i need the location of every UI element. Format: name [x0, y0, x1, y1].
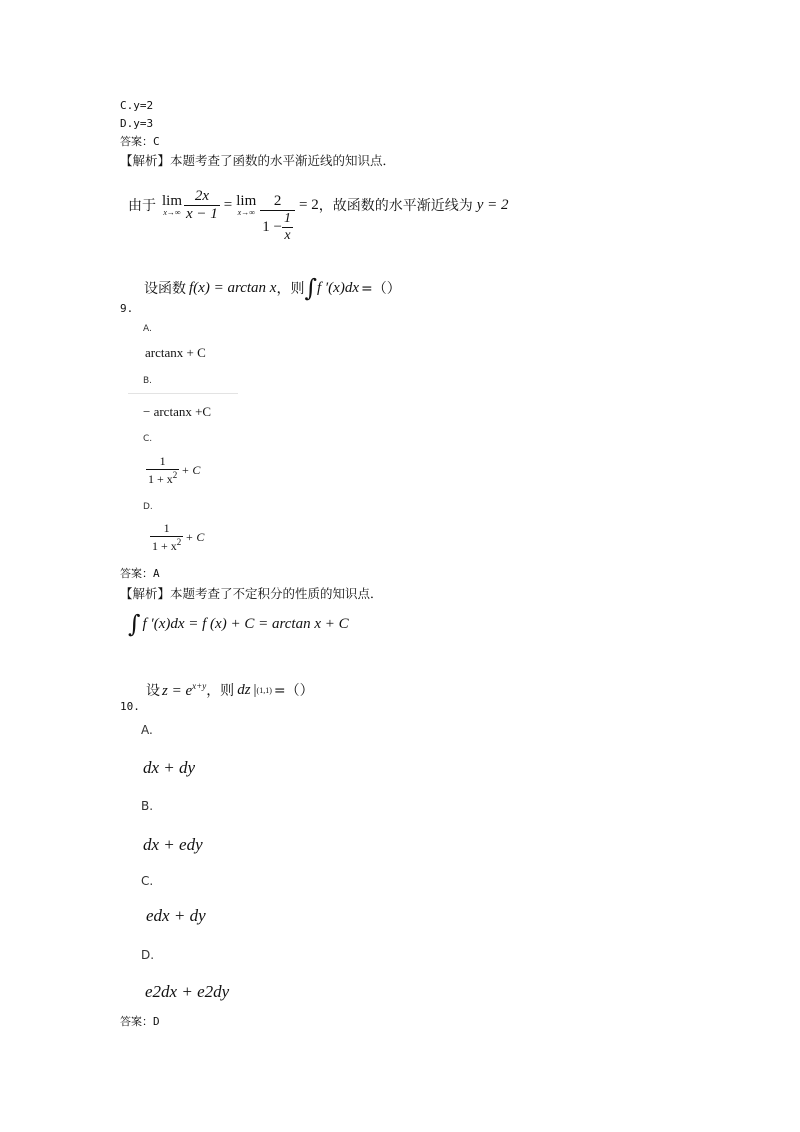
q10-stem-mid: ，则	[206, 683, 235, 699]
q8-result: y = 2	[476, 196, 509, 213]
q9-number: 9.	[120, 302, 134, 315]
lim-subscript: x→∞	[163, 207, 181, 217]
q10-number: 10.	[120, 700, 140, 713]
q10-answer: 答案：D	[120, 1015, 160, 1028]
fraction-denominator: x − 1	[186, 205, 218, 222]
fraction-numerator: 1	[159, 454, 166, 468]
q10-option-b: dx + edy	[143, 835, 203, 854]
q8-answer: 答案：C	[120, 135, 160, 148]
q8-analysis: 【解析】本题考查了函数的水平渐近线的知识点．	[120, 153, 396, 168]
denominator-exponent: 2	[176, 537, 182, 547]
lim-label: lim	[162, 192, 183, 209]
q10-dz: dz	[237, 681, 251, 698]
equals-two: = 2	[299, 196, 319, 213]
q10-stem	[146, 676, 314, 704]
fraction-denominator	[150, 536, 183, 554]
q9-option-c	[146, 454, 200, 487]
q9-option-d-label: D.	[143, 502, 153, 512]
q10-option-c-label: C.	[141, 874, 154, 888]
q10-z-expression	[162, 681, 206, 700]
q8-fraction-1	[184, 188, 220, 223]
q9-option-c-label: C.	[143, 434, 153, 444]
fraction-numerator: 2x	[194, 187, 209, 204]
lim-label: lim	[236, 192, 257, 209]
q10-option-a: dx + dy	[143, 758, 196, 777]
q10-option-c: edx + dy	[146, 906, 206, 925]
equals-sign: =	[223, 196, 233, 213]
q8-fraction-2	[260, 193, 295, 244]
q9-stem	[144, 272, 401, 304]
q9-option-b: − arctanx +C	[143, 404, 212, 419]
inner-denominator: x	[284, 227, 291, 243]
q9-stem-prefix: 设函数	[144, 281, 186, 297]
q8-expl-prefix: 由于	[128, 198, 156, 214]
q8-lim-2	[236, 194, 256, 217]
q10-dz-point: (1,1)	[256, 685, 272, 695]
denominator-base: 1 + x	[148, 472, 173, 486]
option-fraction	[150, 521, 183, 554]
q10-stem-suffix: =（）	[273, 683, 314, 699]
integral-sign: ∫	[128, 610, 141, 638]
fraction-numerator: 1	[163, 521, 170, 535]
plus-c: + C	[185, 530, 205, 544]
z-exponent: x+y	[192, 680, 207, 691]
q10-option-d: e2dx + e2dy	[145, 982, 230, 1001]
option-fraction	[146, 454, 179, 487]
q9-explanation-formula	[128, 608, 349, 640]
q9-option-a-label: A.	[143, 324, 152, 334]
q9-answer: 答案：A	[120, 567, 160, 580]
q10-stem-prefix: 设	[146, 683, 160, 699]
lim-subscript: x→∞	[237, 207, 255, 217]
denominator-exponent: 2	[172, 470, 178, 480]
q8-lim-1	[162, 194, 182, 217]
q8-explanation-formula	[128, 170, 509, 243]
q9-integrand: f ′(x)dx	[316, 279, 359, 296]
z-base: z = e	[162, 682, 193, 699]
q8-expl-suffix: ，故函数的水平渐近线为	[318, 198, 473, 214]
inner-fraction	[282, 211, 293, 244]
plus-c: + C	[181, 463, 201, 477]
q9-stem-mid: ，则	[276, 281, 305, 297]
q9-stem-suffix: =（）	[360, 281, 401, 297]
evaluation-bar: |	[253, 681, 257, 698]
fraction-denominator	[146, 469, 179, 487]
q8-option-c: C.y=2	[120, 99, 154, 112]
fraction-denominator	[260, 210, 295, 244]
q9-formula: f ′(x)dx = f (x) + C = arctan x + C	[142, 615, 349, 632]
q9-option-b-label: B.	[143, 376, 153, 386]
denominator-base: 1 + x	[152, 539, 177, 553]
inner-numerator: 1	[284, 210, 291, 226]
integral-sign: ∫	[304, 274, 317, 302]
one-minus: 1 −	[262, 218, 282, 235]
divider	[128, 393, 238, 394]
q8-option-d: D.y=3	[120, 117, 154, 130]
q9-function: f(x) = arctan x	[189, 279, 277, 296]
q9-analysis: 【解析】本题考查了不定积分的性质的知识点．	[120, 586, 383, 601]
q10-option-a-label: A.	[141, 723, 153, 737]
fraction-numerator: 2	[273, 192, 282, 209]
q10-option-b-label: B.	[141, 799, 154, 813]
q9-option-a: arctanx + C	[145, 345, 206, 360]
q9-option-d	[150, 521, 204, 554]
q10-option-d-label: D.	[141, 948, 155, 962]
